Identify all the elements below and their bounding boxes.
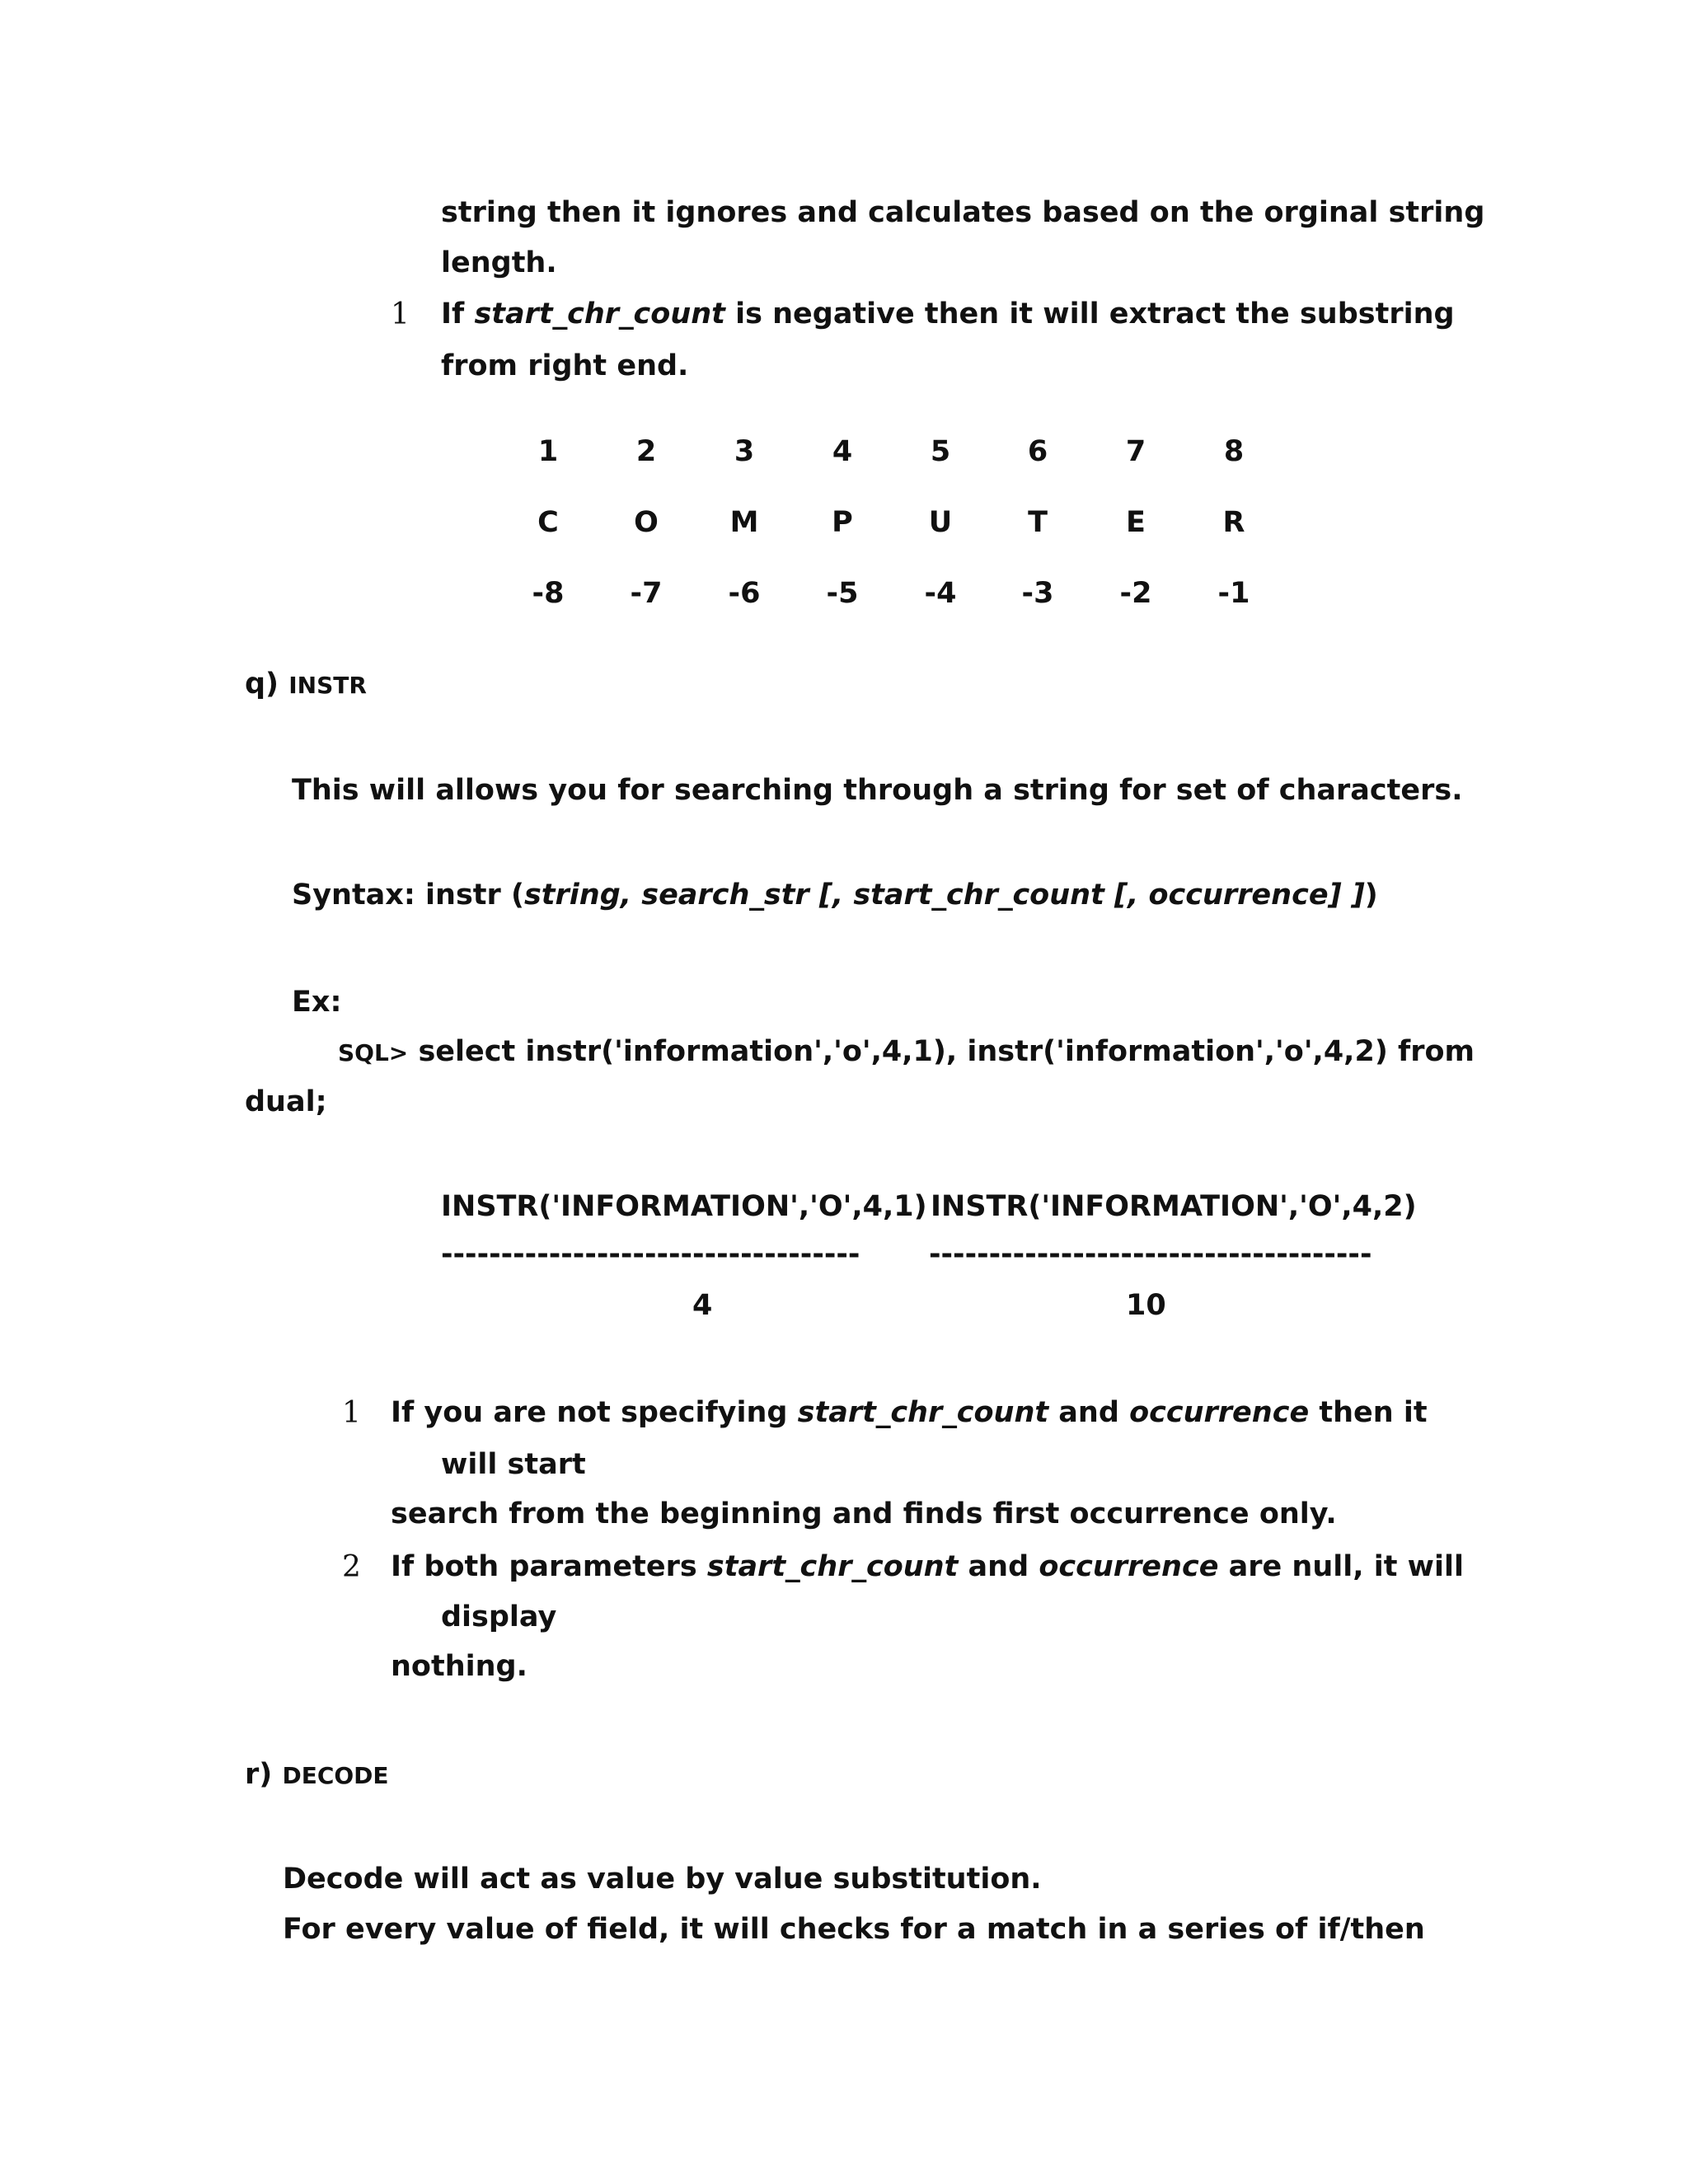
instr-note-2-line: display [441,1601,557,1633]
position-letter: E [1126,506,1146,539]
position-letter: R [1222,506,1245,539]
result-value-1: 4 [692,1289,713,1322]
position-negative: -1 [1217,577,1250,610]
heading-name: INSTR [288,672,367,699]
position-number: 7 [1125,435,1146,468]
note-text: are null, it will [1218,1550,1464,1583]
note-text: and [958,1550,1039,1583]
decode-description-2: For every value of field, it will checks for a match in a series of if/then [283,1913,1425,1946]
position-letter: T [1028,506,1048,539]
position-letter: P [832,506,853,539]
position-negative: -8 [532,577,565,610]
result-header-1: INSTR('INFORMATION','O',4,1) [441,1190,927,1223]
note-text: If both parameters [391,1550,707,1583]
instr-note-2 [391,1550,1464,1583]
substr-note-line: from right end. [441,349,689,382]
instr-note-1-line: will start [441,1448,586,1481]
position-negative: -3 [1021,577,1054,610]
position-negative: -4 [924,577,957,610]
param-name: occurrence [1039,1550,1219,1583]
instr-note-1 [391,1396,1428,1429]
instr-note-2-line: nothing. [391,1650,528,1683]
instr-syntax [292,881,1378,910]
position-negative: -2 [1119,577,1152,610]
position-number: 5 [930,435,951,468]
param-name: occurrence [1129,1396,1310,1429]
note-text: If you are not specifying [391,1396,798,1429]
syntax-suffix: ) [1364,879,1378,912]
result-value-2: 10 [1126,1289,1166,1322]
syntax-args: string, search_str [, start_chr_count [, occurrence] ] [523,879,1365,912]
instr-description: This will allows you for searching through a string for set of characters. [292,774,1463,807]
position-number: 8 [1223,435,1245,468]
position-number: 6 [1027,435,1048,468]
position-letter: C [537,506,559,539]
result-header-2: INSTR('INFORMATION','O',4,2) [931,1190,1417,1223]
instr-note-1-line: search from the beginning and finds first occurrence only. [391,1497,1337,1530]
position-negative: -5 [826,577,859,610]
section-heading-decode [245,1760,389,1789]
note-text: then it [1309,1396,1428,1429]
section-heading-instr [245,670,367,699]
position-letter: O [634,506,659,539]
sql-statement [338,1035,1475,1068]
bullet-number: 2 [342,1550,361,1584]
position-letter: M [729,506,759,539]
param-name: start_chr_count [706,1550,959,1583]
sql-statement-cont: dual; [245,1085,327,1118]
bullet-number: 1 [342,1396,361,1430]
position-number: 4 [832,435,853,468]
heading-name: DECODE [282,1762,389,1789]
heading-letter: r) [245,1758,273,1791]
position-number: 3 [734,435,755,468]
position-negative: -6 [728,577,761,610]
param-name: start_chr_count [474,298,725,330]
sql-prompt: SQL> [338,1039,409,1066]
sql-query: select instr('information','o',4,1), instr('information','o',4,2) from [408,1035,1475,1068]
note-text: and [1048,1396,1130,1429]
decode-description-1: Decode will act as value by value substitution. [283,1863,1042,1896]
syntax-prefix: Syntax: instr ( [292,879,524,912]
heading-letter: q) [245,668,279,701]
position-negative: -7 [630,577,663,610]
note-text: If [441,298,475,330]
result-separator-2: ------------------------------------- [929,1238,1372,1271]
position-letter: U [928,506,953,539]
param-name: start_chr_count [797,1396,1049,1429]
position-number: 2 [635,435,657,468]
position-number: 1 [537,435,559,468]
note-text: is negative then it will extract the substring [724,298,1455,330]
substr-note-line: string then it ignores and calculates based on the orginal string [441,196,1485,229]
result-separator-1: ----------------------------------- [441,1238,860,1271]
substr-note-line: length. [441,246,557,279]
bullet-number: 1 [391,298,410,331]
substr-negative-note [441,300,1455,329]
example-label: Ex: [292,986,342,1019]
